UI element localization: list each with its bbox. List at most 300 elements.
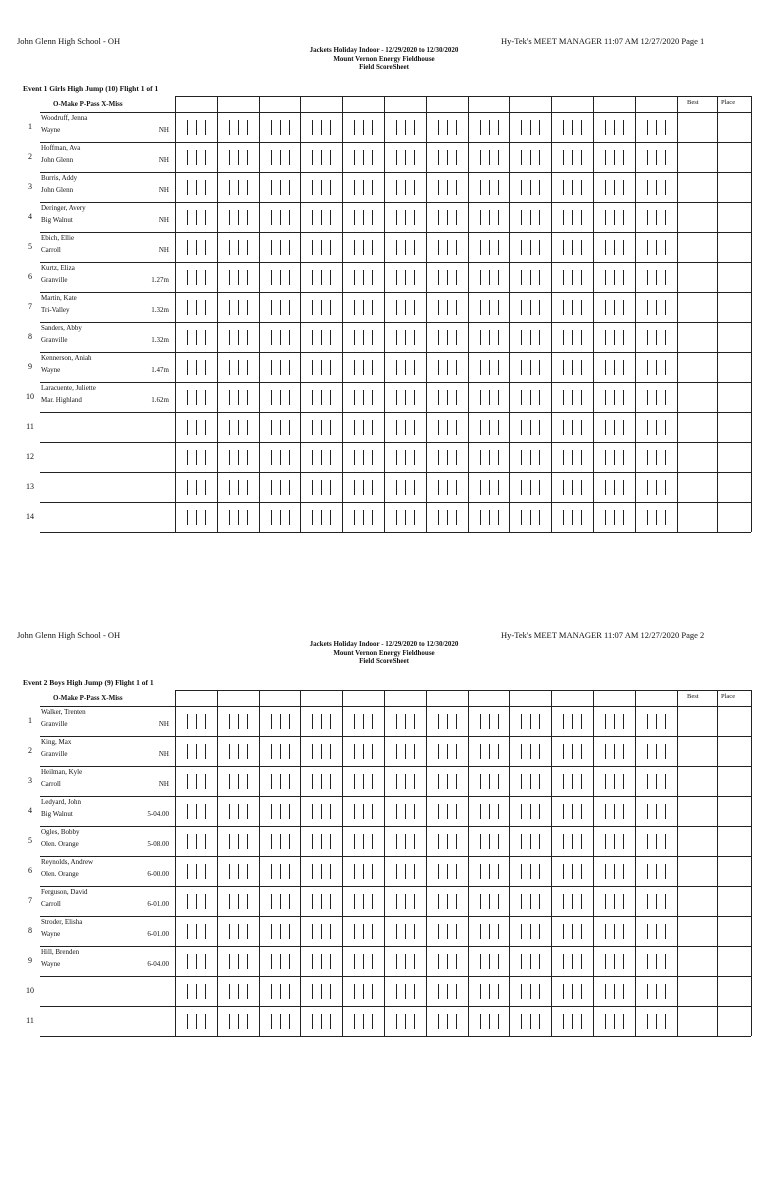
attempt-slot[interactable] [330, 744, 331, 759]
attempt-slot[interactable] [572, 150, 573, 165]
attempt-slot[interactable] [447, 894, 448, 909]
attempt-slot[interactable] [447, 834, 448, 849]
attempt-slot[interactable] [605, 834, 606, 849]
attempt-slot[interactable] [321, 804, 322, 819]
attempt-slot[interactable] [539, 390, 540, 405]
attempt-slot[interactable] [539, 1014, 540, 1029]
attempt-slot[interactable] [480, 300, 481, 315]
attempt-slot[interactable] [196, 510, 197, 525]
attempt-slot[interactable] [623, 1014, 624, 1029]
attempt-slot[interactable] [581, 804, 582, 819]
attempt-slot[interactable] [447, 360, 448, 375]
attempt-slot[interactable] [447, 210, 448, 225]
attempt-slot[interactable] [271, 450, 272, 465]
attempt-slot[interactable] [187, 360, 188, 375]
attempt-slot[interactable] [405, 150, 406, 165]
attempt-slot[interactable] [205, 984, 206, 999]
attempt-slot[interactable] [330, 480, 331, 495]
attempt-slot[interactable] [396, 924, 397, 939]
attempt-slot[interactable] [271, 330, 272, 345]
attempt-slot[interactable] [563, 270, 564, 285]
attempt-slot[interactable] [271, 240, 272, 255]
attempt-slot[interactable] [438, 834, 439, 849]
attempt-slot[interactable] [480, 390, 481, 405]
attempt-slot[interactable] [396, 300, 397, 315]
attempt-slot[interactable] [530, 954, 531, 969]
attempt-slot[interactable] [330, 774, 331, 789]
attempt-slot[interactable] [530, 150, 531, 165]
attempt-slot[interactable] [238, 150, 239, 165]
attempt-slot[interactable] [480, 450, 481, 465]
attempt-slot[interactable] [205, 714, 206, 729]
attempt-slot[interactable] [238, 774, 239, 789]
attempt-slot[interactable] [647, 954, 648, 969]
attempt-slot[interactable] [196, 480, 197, 495]
attempt-slot[interactable] [489, 330, 490, 345]
attempt-slot[interactable] [312, 894, 313, 909]
attempt-slot[interactable] [539, 420, 540, 435]
attempt-slot[interactable] [521, 180, 522, 195]
attempt-slot[interactable] [539, 864, 540, 879]
attempt-slot[interactable] [187, 120, 188, 135]
attempt-slot[interactable] [438, 420, 439, 435]
attempt-slot[interactable] [563, 984, 564, 999]
attempt-slot[interactable] [480, 924, 481, 939]
attempt-slot[interactable] [665, 774, 666, 789]
attempt-slot[interactable] [280, 924, 281, 939]
attempt-slot[interactable] [196, 1014, 197, 1029]
attempt-slot[interactable] [623, 120, 624, 135]
attempt-slot[interactable] [665, 834, 666, 849]
attempt-slot[interactable] [572, 894, 573, 909]
attempt-slot[interactable] [539, 210, 540, 225]
attempt-slot[interactable] [354, 804, 355, 819]
attempt-slot[interactable] [656, 450, 657, 465]
attempt-slot[interactable] [614, 510, 615, 525]
attempt-slot[interactable] [647, 210, 648, 225]
attempt-slot[interactable] [456, 420, 457, 435]
attempt-slot[interactable] [247, 390, 248, 405]
attempt-slot[interactable] [647, 984, 648, 999]
attempt-slot[interactable] [647, 240, 648, 255]
attempt-slot[interactable] [229, 390, 230, 405]
attempt-slot[interactable] [456, 834, 457, 849]
attempt-slot[interactable] [280, 774, 281, 789]
attempt-slot[interactable] [623, 804, 624, 819]
attempt-slot[interactable] [539, 270, 540, 285]
attempt-slot[interactable] [438, 210, 439, 225]
attempt-slot[interactable] [647, 330, 648, 345]
attempt-slot[interactable] [414, 834, 415, 849]
attempt-slot[interactable] [405, 450, 406, 465]
attempt-slot[interactable] [438, 894, 439, 909]
attempt-slot[interactable] [489, 894, 490, 909]
attempt-slot[interactable] [229, 924, 230, 939]
attempt-slot[interactable] [605, 450, 606, 465]
attempt-slot[interactable] [480, 954, 481, 969]
attempt-slot[interactable] [447, 1014, 448, 1029]
attempt-slot[interactable] [581, 894, 582, 909]
attempt-slot[interactable] [489, 390, 490, 405]
attempt-slot[interactable] [521, 390, 522, 405]
attempt-slot[interactable] [623, 480, 624, 495]
attempt-slot[interactable] [623, 330, 624, 345]
attempt-slot[interactable] [447, 420, 448, 435]
attempt-slot[interactable] [665, 330, 666, 345]
attempt-slot[interactable] [456, 180, 457, 195]
attempt-slot[interactable] [372, 450, 373, 465]
attempt-slot[interactable] [489, 150, 490, 165]
attempt-slot[interactable] [196, 300, 197, 315]
attempt-slot[interactable] [280, 744, 281, 759]
attempt-slot[interactable] [539, 924, 540, 939]
attempt-slot[interactable] [563, 1014, 564, 1029]
attempt-slot[interactable] [438, 714, 439, 729]
attempt-slot[interactable] [396, 774, 397, 789]
attempt-slot[interactable] [605, 774, 606, 789]
attempt-slot[interactable] [280, 120, 281, 135]
attempt-slot[interactable] [447, 924, 448, 939]
attempt-slot[interactable] [530, 894, 531, 909]
attempt-slot[interactable] [187, 270, 188, 285]
attempt-slot[interactable] [572, 180, 573, 195]
attempt-slot[interactable] [539, 774, 540, 789]
attempt-slot[interactable] [456, 480, 457, 495]
attempt-slot[interactable] [229, 864, 230, 879]
attempt-slot[interactable] [614, 804, 615, 819]
attempt-slot[interactable] [238, 834, 239, 849]
attempt-slot[interactable] [614, 744, 615, 759]
attempt-slot[interactable] [438, 924, 439, 939]
attempt-slot[interactable] [247, 270, 248, 285]
attempt-slot[interactable] [530, 774, 531, 789]
attempt-slot[interactable] [405, 984, 406, 999]
attempt-slot[interactable] [312, 180, 313, 195]
attempt-slot[interactable] [581, 270, 582, 285]
attempt-slot[interactable] [205, 774, 206, 789]
attempt-slot[interactable] [447, 390, 448, 405]
attempt-slot[interactable] [456, 450, 457, 465]
attempt-slot[interactable] [414, 804, 415, 819]
attempt-slot[interactable] [581, 1014, 582, 1029]
attempt-slot[interactable] [605, 480, 606, 495]
attempt-slot[interactable] [456, 300, 457, 315]
attempt-slot[interactable] [498, 150, 499, 165]
attempt-slot[interactable] [321, 210, 322, 225]
attempt-slot[interactable] [363, 984, 364, 999]
attempt-slot[interactable] [447, 120, 448, 135]
attempt-slot[interactable] [623, 864, 624, 879]
attempt-slot[interactable] [330, 210, 331, 225]
attempt-slot[interactable] [438, 774, 439, 789]
attempt-slot[interactable] [238, 954, 239, 969]
attempt-slot[interactable] [438, 360, 439, 375]
attempt-slot[interactable] [372, 360, 373, 375]
attempt-slot[interactable] [447, 330, 448, 345]
attempt-slot[interactable] [456, 210, 457, 225]
attempt-slot[interactable] [489, 180, 490, 195]
attempt-slot[interactable] [665, 390, 666, 405]
attempt-slot[interactable] [229, 360, 230, 375]
attempt-slot[interactable] [498, 894, 499, 909]
attempt-slot[interactable] [280, 330, 281, 345]
attempt-slot[interactable] [238, 240, 239, 255]
attempt-slot[interactable] [647, 360, 648, 375]
attempt-slot[interactable] [405, 1014, 406, 1029]
attempt-slot[interactable] [280, 450, 281, 465]
attempt-slot[interactable] [289, 894, 290, 909]
attempt-slot[interactable] [289, 774, 290, 789]
attempt-slot[interactable] [647, 450, 648, 465]
attempt-slot[interactable] [280, 210, 281, 225]
attempt-slot[interactable] [521, 744, 522, 759]
attempt-slot[interactable] [321, 300, 322, 315]
attempt-slot[interactable] [196, 180, 197, 195]
attempt-slot[interactable] [405, 390, 406, 405]
attempt-slot[interactable] [321, 774, 322, 789]
attempt-slot[interactable] [530, 714, 531, 729]
attempt-slot[interactable] [521, 1014, 522, 1029]
attempt-slot[interactable] [187, 240, 188, 255]
attempt-slot[interactable] [438, 480, 439, 495]
attempt-slot[interactable] [354, 330, 355, 345]
attempt-slot[interactable] [572, 390, 573, 405]
attempt-slot[interactable] [414, 120, 415, 135]
attempt-slot[interactable] [447, 300, 448, 315]
attempt-slot[interactable] [405, 210, 406, 225]
attempt-slot[interactable] [605, 120, 606, 135]
attempt-slot[interactable] [196, 270, 197, 285]
attempt-slot[interactable] [229, 1014, 230, 1029]
attempt-slot[interactable] [489, 744, 490, 759]
attempt-slot[interactable] [647, 300, 648, 315]
attempt-slot[interactable] [563, 834, 564, 849]
attempt-slot[interactable] [396, 270, 397, 285]
attempt-slot[interactable] [363, 510, 364, 525]
attempt-slot[interactable] [312, 390, 313, 405]
attempt-slot[interactable] [271, 360, 272, 375]
attempt-slot[interactable] [396, 714, 397, 729]
attempt-slot[interactable] [271, 300, 272, 315]
attempt-slot[interactable] [530, 450, 531, 465]
attempt-slot[interactable] [229, 180, 230, 195]
attempt-slot[interactable] [271, 420, 272, 435]
attempt-slot[interactable] [187, 180, 188, 195]
attempt-slot[interactable] [229, 774, 230, 789]
attempt-slot[interactable] [187, 744, 188, 759]
attempt-slot[interactable] [229, 420, 230, 435]
attempt-slot[interactable] [363, 924, 364, 939]
attempt-slot[interactable] [280, 804, 281, 819]
attempt-slot[interactable] [372, 240, 373, 255]
attempt-slot[interactable] [205, 420, 206, 435]
attempt-slot[interactable] [229, 804, 230, 819]
attempt-slot[interactable] [456, 360, 457, 375]
attempt-slot[interactable] [438, 390, 439, 405]
attempt-slot[interactable] [438, 240, 439, 255]
attempt-slot[interactable] [280, 984, 281, 999]
attempt-slot[interactable] [438, 300, 439, 315]
attempt-slot[interactable] [498, 480, 499, 495]
attempt-slot[interactable] [247, 894, 248, 909]
attempt-slot[interactable] [405, 180, 406, 195]
attempt-slot[interactable] [581, 864, 582, 879]
attempt-slot[interactable] [498, 270, 499, 285]
attempt-slot[interactable] [447, 954, 448, 969]
attempt-slot[interactable] [229, 300, 230, 315]
attempt-slot[interactable] [605, 300, 606, 315]
attempt-slot[interactable] [563, 480, 564, 495]
attempt-slot[interactable] [581, 714, 582, 729]
attempt-slot[interactable] [656, 954, 657, 969]
attempt-slot[interactable] [647, 420, 648, 435]
attempt-slot[interactable] [539, 450, 540, 465]
attempt-slot[interactable] [614, 420, 615, 435]
attempt-slot[interactable] [530, 924, 531, 939]
attempt-slot[interactable] [480, 420, 481, 435]
attempt-slot[interactable] [614, 864, 615, 879]
attempt-slot[interactable] [489, 864, 490, 879]
attempt-slot[interactable] [229, 120, 230, 135]
attempt-slot[interactable] [405, 804, 406, 819]
attempt-slot[interactable] [647, 714, 648, 729]
attempt-slot[interactable] [229, 480, 230, 495]
attempt-slot[interactable] [330, 510, 331, 525]
attempt-slot[interactable] [205, 954, 206, 969]
attempt-slot[interactable] [187, 864, 188, 879]
attempt-slot[interactable] [205, 330, 206, 345]
attempt-slot[interactable] [480, 510, 481, 525]
attempt-slot[interactable] [321, 180, 322, 195]
attempt-slot[interactable] [614, 954, 615, 969]
attempt-slot[interactable] [438, 954, 439, 969]
attempt-slot[interactable] [363, 714, 364, 729]
attempt-slot[interactable] [330, 924, 331, 939]
attempt-slot[interactable] [205, 804, 206, 819]
attempt-slot[interactable] [229, 984, 230, 999]
attempt-slot[interactable] [521, 714, 522, 729]
attempt-slot[interactable] [489, 924, 490, 939]
attempt-slot[interactable] [656, 390, 657, 405]
attempt-slot[interactable] [289, 510, 290, 525]
attempt-slot[interactable] [456, 864, 457, 879]
attempt-slot[interactable] [271, 150, 272, 165]
attempt-slot[interactable] [229, 744, 230, 759]
attempt-slot[interactable] [238, 984, 239, 999]
attempt-slot[interactable] [196, 954, 197, 969]
attempt-slot[interactable] [312, 864, 313, 879]
attempt-slot[interactable] [581, 984, 582, 999]
attempt-slot[interactable] [238, 420, 239, 435]
attempt-slot[interactable] [539, 834, 540, 849]
attempt-slot[interactable] [280, 180, 281, 195]
attempt-slot[interactable] [623, 984, 624, 999]
attempt-slot[interactable] [354, 480, 355, 495]
attempt-slot[interactable] [605, 150, 606, 165]
attempt-slot[interactable] [372, 330, 373, 345]
attempt-slot[interactable] [289, 390, 290, 405]
attempt-slot[interactable] [229, 330, 230, 345]
attempt-slot[interactable] [530, 834, 531, 849]
attempt-slot[interactable] [447, 744, 448, 759]
attempt-slot[interactable] [396, 120, 397, 135]
attempt-slot[interactable] [480, 120, 481, 135]
attempt-slot[interactable] [498, 330, 499, 345]
attempt-slot[interactable] [530, 330, 531, 345]
attempt-slot[interactable] [530, 804, 531, 819]
attempt-slot[interactable] [196, 804, 197, 819]
attempt-slot[interactable] [438, 510, 439, 525]
attempt-slot[interactable] [623, 210, 624, 225]
attempt-slot[interactable] [372, 774, 373, 789]
attempt-slot[interactable] [539, 240, 540, 255]
attempt-slot[interactable] [447, 270, 448, 285]
attempt-slot[interactable] [238, 300, 239, 315]
attempt-slot[interactable] [656, 834, 657, 849]
attempt-slot[interactable] [247, 984, 248, 999]
attempt-slot[interactable] [280, 834, 281, 849]
attempt-slot[interactable] [456, 894, 457, 909]
attempt-slot[interactable] [312, 984, 313, 999]
attempt-slot[interactable] [205, 210, 206, 225]
attempt-slot[interactable] [489, 834, 490, 849]
attempt-slot[interactable] [312, 120, 313, 135]
attempt-slot[interactable] [280, 954, 281, 969]
attempt-slot[interactable] [614, 1014, 615, 1029]
attempt-slot[interactable] [289, 300, 290, 315]
attempt-slot[interactable] [572, 954, 573, 969]
attempt-slot[interactable] [438, 330, 439, 345]
attempt-slot[interactable] [614, 360, 615, 375]
attempt-slot[interactable] [187, 924, 188, 939]
attempt-slot[interactable] [480, 270, 481, 285]
attempt-slot[interactable] [289, 330, 290, 345]
attempt-slot[interactable] [363, 894, 364, 909]
attempt-slot[interactable] [321, 954, 322, 969]
attempt-slot[interactable] [238, 804, 239, 819]
attempt-slot[interactable] [312, 240, 313, 255]
attempt-slot[interactable] [354, 984, 355, 999]
attempt-slot[interactable] [614, 774, 615, 789]
attempt-slot[interactable] [489, 510, 490, 525]
attempt-slot[interactable] [605, 1014, 606, 1029]
attempt-slot[interactable] [280, 240, 281, 255]
attempt-slot[interactable] [656, 774, 657, 789]
attempt-slot[interactable] [489, 1014, 490, 1029]
attempt-slot[interactable] [205, 120, 206, 135]
attempt-slot[interactable] [187, 450, 188, 465]
attempt-slot[interactable] [205, 510, 206, 525]
attempt-slot[interactable] [372, 210, 373, 225]
attempt-slot[interactable] [456, 120, 457, 135]
attempt-slot[interactable] [321, 270, 322, 285]
attempt-slot[interactable] [480, 804, 481, 819]
attempt-slot[interactable] [447, 984, 448, 999]
attempt-slot[interactable] [572, 924, 573, 939]
attempt-slot[interactable] [405, 774, 406, 789]
attempt-slot[interactable] [247, 774, 248, 789]
attempt-slot[interactable] [414, 744, 415, 759]
attempt-slot[interactable] [363, 270, 364, 285]
attempt-slot[interactable] [187, 300, 188, 315]
attempt-slot[interactable] [372, 804, 373, 819]
attempt-slot[interactable] [321, 120, 322, 135]
attempt-slot[interactable] [271, 774, 272, 789]
attempt-slot[interactable] [280, 150, 281, 165]
attempt-slot[interactable] [354, 834, 355, 849]
attempt-slot[interactable] [271, 510, 272, 525]
attempt-slot[interactable] [247, 834, 248, 849]
